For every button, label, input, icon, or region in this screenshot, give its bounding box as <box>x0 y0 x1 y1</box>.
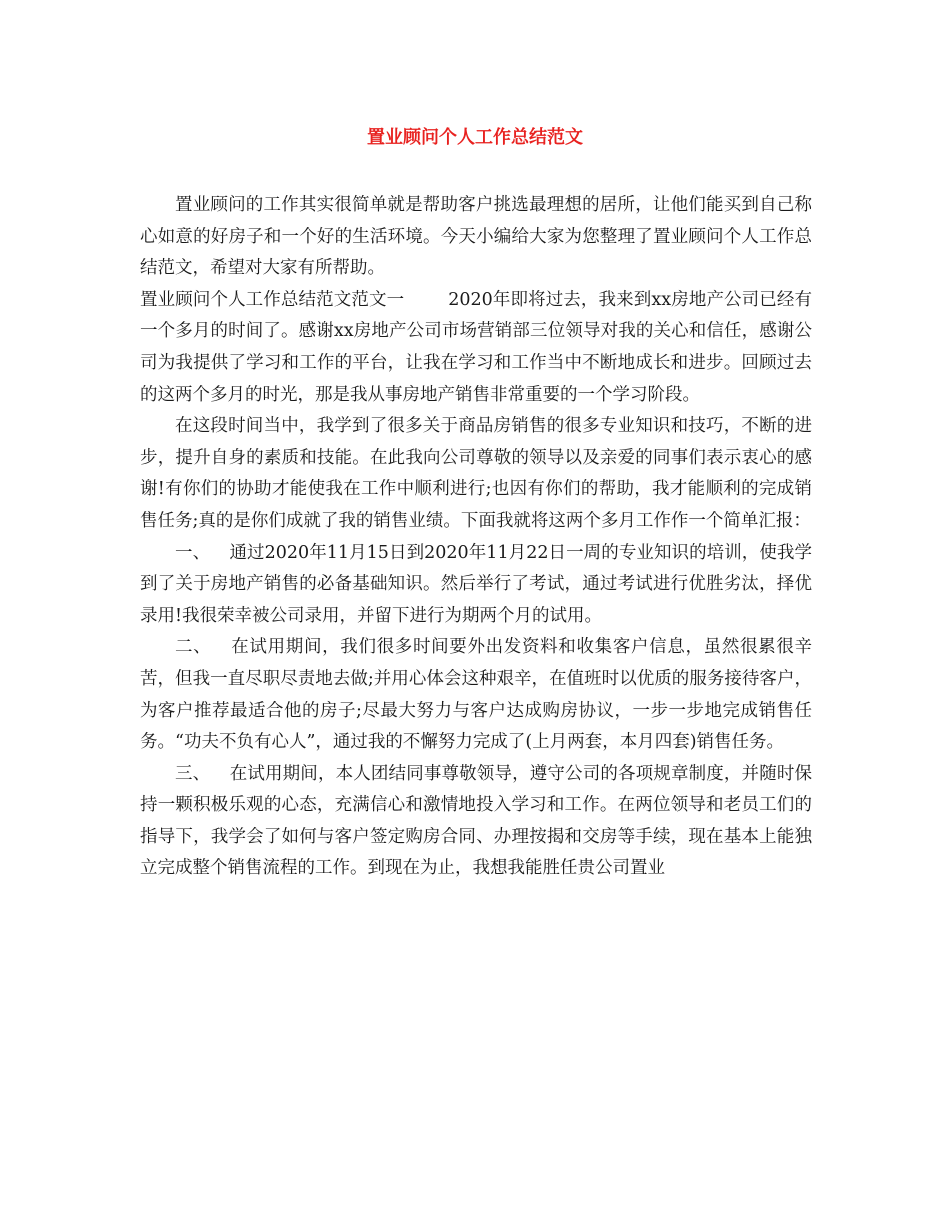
intro-paragraph: 置业顾问的工作其实很简单就是帮助客户挑选最理想的居所，让他们能买到自己称心如意的好房子和一个好的生活环境。今天小编给大家为您整理了置业顾问个人工作总结范文，希望对大家有所帮助。 <box>140 195 812 279</box>
paragraph-2: 在这段时间当中，我学到了很多关于商品房销售的很多专业知识和技巧，不断的进步，提升自身的素质和技能。在此我向公司尊敬的领导以及亲爱的同事们表示衷心的感谢!有你们的协助才能使我在工作中顺利进行;也因有你们的帮助，我才能顺利的完成销售任务;真的是你们成就了我的销售业绩。下面我就将这两个多月工作作一个简单汇报： <box>140 416 812 531</box>
sample-paragraph <box>140 285 812 411</box>
sample-text: 2020年即将过去，我来到xx房地产公司已经有一个多月的时间了。感谢xx房地产公司市场营销部三位领导对我的关心和信任，感谢公司为我提供了学习和工作的平台，让我在学习和工作当中不断地成长和进步。回顾过去的这两个多月的时光，那是我从事房地产销售非常重要的一个学习阶段。 <box>140 289 813 405</box>
document-title: 置业顾问个人工作总结范文 <box>367 127 583 148</box>
list-marker-3: 三、 <box>175 763 211 784</box>
list-text-1: 通过2020年11月15日到2020年11月22日一周的专业知识的培训，使我学到了关于房地产销售的必备基础知识。然后举行了考试，通过考试进行优胜劣汰，择优录用!我很荣幸被公司录用，并留下进行为期两个月的试用。 <box>140 542 812 626</box>
list-item-1 <box>140 538 812 633</box>
list-item-3 <box>140 759 812 885</box>
sample-heading: 置业顾问个人工作总结范文范文一 <box>140 289 405 310</box>
list-marker-1: 一、 <box>175 542 211 563</box>
document-body <box>140 190 812 885</box>
list-item-2 <box>140 632 812 758</box>
list-text-2: 在试用期间，我们很多时间要外出发资料和收集客户信息，虽然很累很辛苦，但我一直尽职尽责地去做;并用心体会这种艰辛，在值班时以优质的服务接待客户，为客户推荐最适合他的房子;尽最大努力与客户达成购房协议，一步一步地完成销售任务。“功夫不负有心人”，通过我的不懈努力完成了(上月两套，本月四套)销售任务。 <box>140 637 813 753</box>
list-text-3: 在试用期间，本人团结同事尊敬领导，遵守公司的各项规章制度，并随时保持一颗积极乐观的心态，充满信心和激情地投入学习和工作。在两位领导和老员工们的指导下，我学会了如何与客户签定购房合同、办理按揭和交房等手续，现在基本上能独立完成整个销售流程的工作。到现在为止，我想我能胜任贵公司置业 <box>140 763 813 879</box>
list-marker-2: 二、 <box>175 637 212 658</box>
